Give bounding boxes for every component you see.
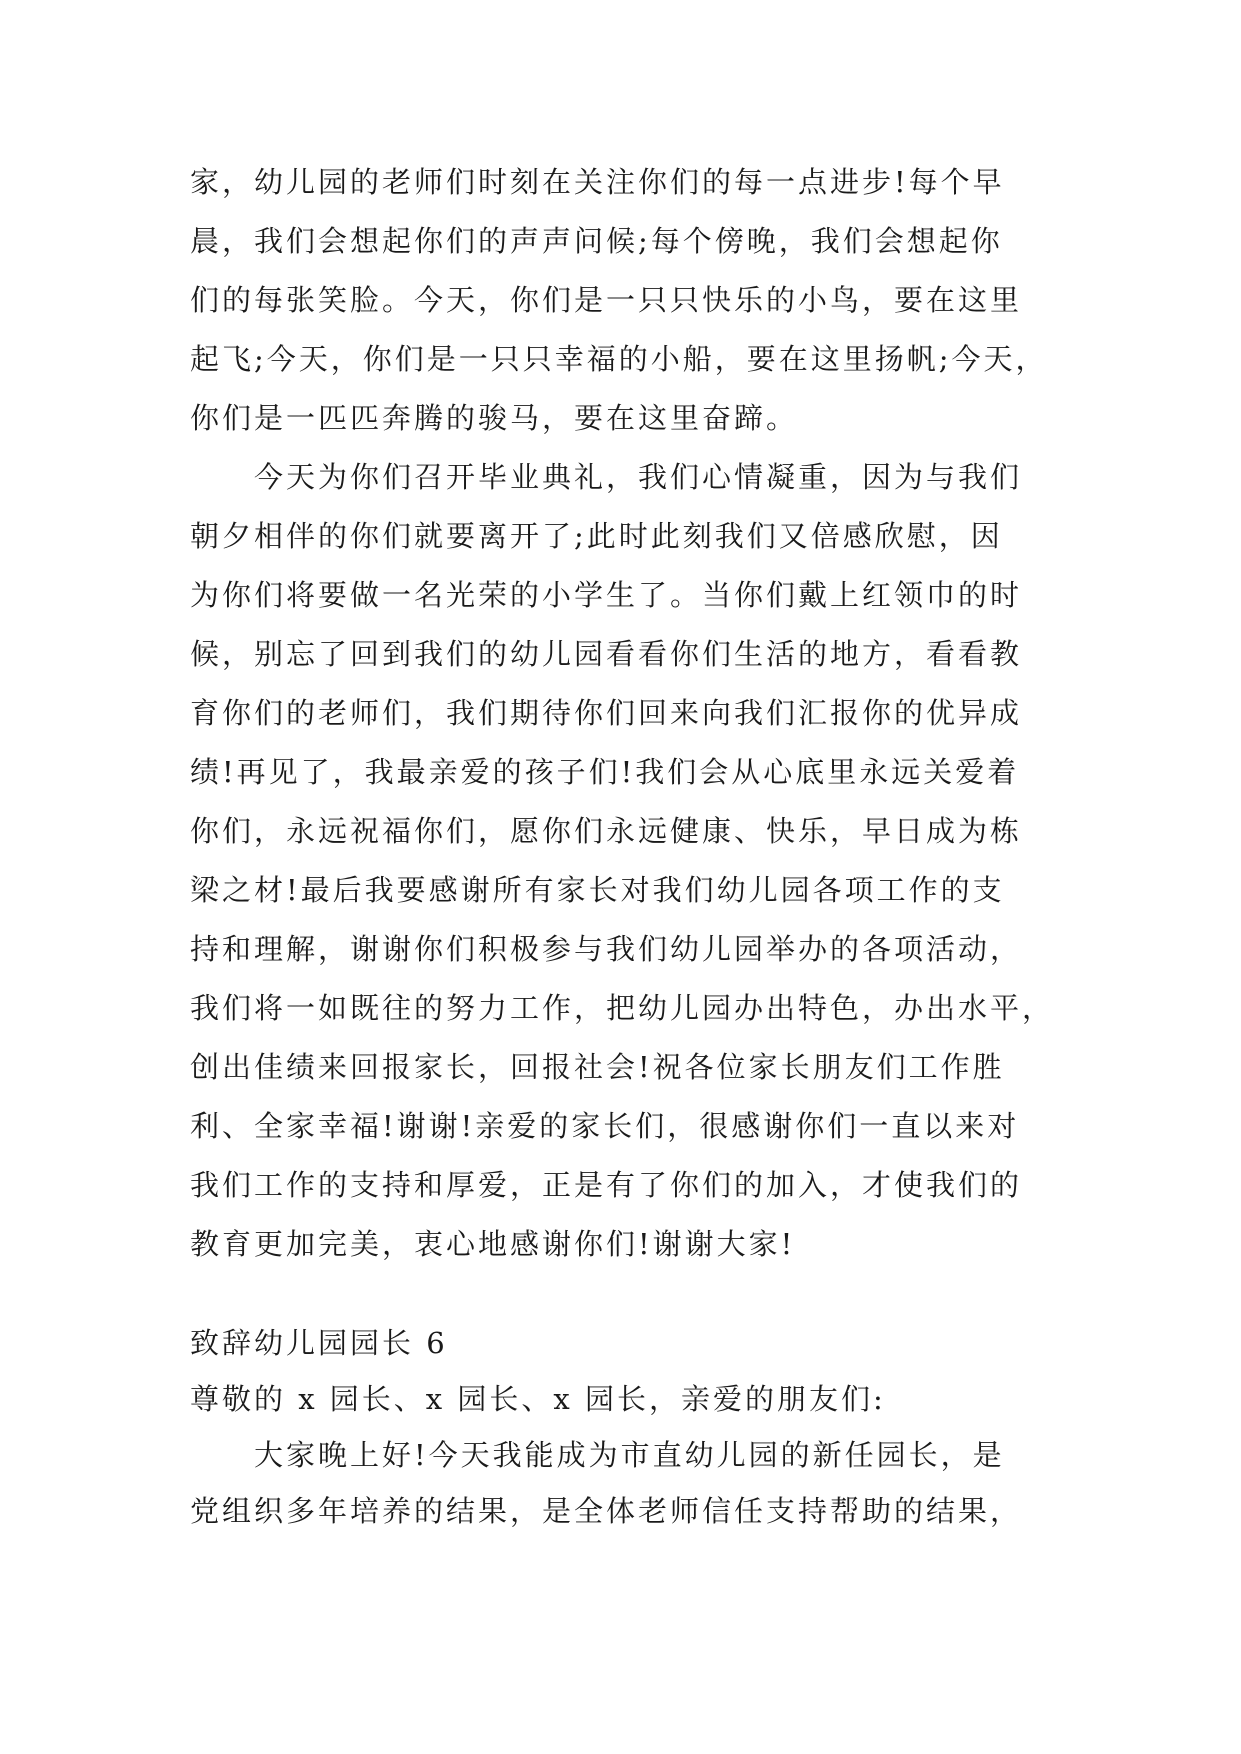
- paragraph-line: 教育更加完美，衷心地感谢你们!谢谢大家!: [190, 1227, 796, 1261]
- salutation: 尊敬的 x 园长、x 园长、x 园长，亲爱的朋友们:: [190, 1382, 886, 1416]
- paragraph-line: 我们工作的支持和厚爱，正是有了你们的加入，才使我们的: [190, 1168, 1023, 1202]
- speech-section: [190, 1315, 1060, 1539]
- paragraph-line: 你们是一匹匹奔腾的骏马，要在这里奋蹄。: [190, 401, 799, 435]
- paragraph-1: [190, 153, 1060, 448]
- paragraph-line: 大家晚上好!今天我能成为市直幼儿园的新任园长，是: [254, 1438, 1005, 1472]
- paragraph-line: 家，幼儿园的老师们时刻在关注你们的每一点进步!每个早: [190, 165, 1005, 199]
- paragraph-line: 梁之材!最后我要感谢所有家长对我们幼儿园各项工作的支: [190, 873, 1005, 907]
- paragraph-line: 起飞;今天，你们是一只只幸福的小船，要在这里扬帆;今天，: [190, 342, 1048, 376]
- paragraph-line: 为你们将要做一名光荣的小学生了。当你们戴上红领巾的时: [190, 578, 1023, 612]
- paragraph-line: 们的每张笑脸。今天，你们是一只只快乐的小鸟，要在这里: [190, 283, 1023, 317]
- paragraph-line: 今天为你们召开毕业典礼，我们心情凝重，因为与我们: [254, 460, 1023, 494]
- paragraph-line: 候，别忘了回到我们的幼儿园看看你们生活的地方，看看教: [190, 637, 1023, 671]
- paragraph-line: 绩!再见了，我最亲爱的孩子们!我们会从心底里永远关爱着: [190, 755, 1020, 789]
- paragraph-line: 晨，我们会想起你们的声声问候;每个傍晚，我们会想起你: [190, 224, 1003, 258]
- paragraph-line: 持和理解，谢谢你们积极参与我们幼儿园举办的各项活动，: [190, 932, 1023, 966]
- paragraph-2: [190, 448, 1060, 1274]
- paragraph-line: 朝夕相伴的你们就要离开了;此时此刻我们又倍感欣慰，因: [190, 519, 1003, 553]
- paragraph-line: 育你们的老师们，我们期待你们回来向我们汇报你的优异成: [190, 696, 1023, 730]
- paragraph-line: 创出佳绩来回报家长，回报社会!祝各位家长朋友们工作胜: [190, 1050, 1005, 1084]
- section-title: 致辞幼儿园园长 6: [190, 1326, 448, 1360]
- paragraph-line: 我们将一如既往的努力工作，把幼儿园办出特色，办出水平，: [190, 991, 1055, 1025]
- paragraph-line: 你们，永远祝福你们，愿你们永远健康、快乐，早日成为栋: [190, 814, 1023, 848]
- paragraph-line: 利、全家幸福!谢谢!亲爱的家长们，很感谢你们一直以来对: [190, 1109, 1020, 1143]
- paragraph-line: 党组织多年培养的结果，是全体老师信任支持帮助的结果，: [190, 1494, 1023, 1528]
